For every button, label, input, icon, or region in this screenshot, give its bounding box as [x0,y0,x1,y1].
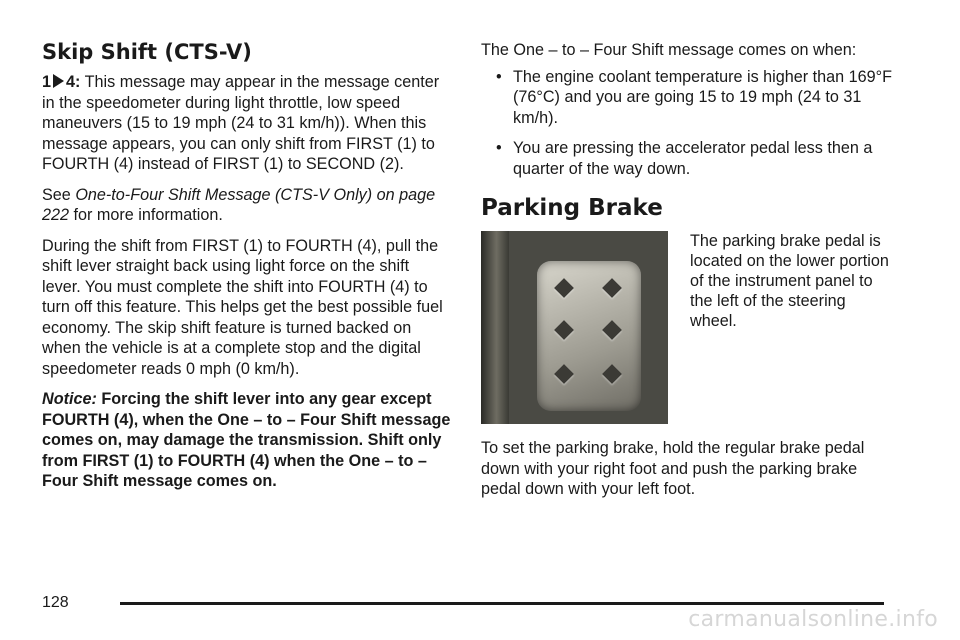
see-prefix: See [42,185,71,204]
condition-list [481,67,901,180]
notice-block [42,389,452,492]
pedal-stud [602,278,622,298]
pedal-stud [554,320,574,340]
list-item [481,138,901,179]
section-heading-skip-shift: Skip Shift (CTS-V) [42,40,252,64]
bullet-icon: • [496,139,502,157]
bullet-icon: • [496,67,502,86]
footer-rule [120,602,884,605]
left-column [42,40,452,502]
cross-reference-link: One-to-Four Shift Message (CTS-V Only) on page 222 [42,185,436,224]
one-to-four-intro: The One – to – Four Shift message comes on when: [481,41,857,59]
list-item-text: You are pressing the accelerator pedal less then a quarter of the way down. [513,139,873,178]
parking-brake-instructions: To set the parking brake, hold the regular brake pedal down with your right foot and push the parking brake pedal down with your left foot. [481,439,865,498]
section-heading-parking-brake: Parking Brake [481,195,663,221]
skip-shift-intro-text: This message may appear in the message center in the speedometer during light throttle, low speed maneuvers (15 to 19 mph (24 to 31 km/h)). When this message appears, you can only shift from FIRST (1) to FOURTH (4) instead of FIRST (1) to SECOND (2). [42,73,440,173]
see-suffix: for more information. [73,206,223,224]
pedal-stud [554,364,574,384]
pedal-stud [602,320,622,340]
panel-edge [481,231,509,424]
page-number: 128 [42,594,69,611]
skip-shift-intro [42,72,452,175]
parking-brake-caption: The parking brake pedal is located on the lower portion of the instrument panel to the left of the steering wheel. [690,232,889,330]
notice-label: Notice: [42,390,97,408]
right-column [481,40,901,510]
skip-shift-paragraph: During the shift from FIRST (1) to FOURTH (4), pull the shift lever straight back using light force on the shift lever. You must complete the shift into FOURTH (4) to turn off this feature. This helps get the best possible fuel economy. The skip shift feature is turned backed on when the vehicle is at a complete stop and the digital speedometer reads 0 mph (0 km/h). [42,236,443,378]
parking-brake-figure [481,231,901,424]
pedal-stud [554,278,574,298]
pedal-pad [537,261,641,411]
list-item-text: The engine coolant temperature is higher than 169°F (76°C) and you are going 15 to 19 mph (24 to 31 km/h). [513,67,893,127]
watermark: carmanualsonline.info [688,607,938,632]
right-arrow-icon [53,74,64,88]
parking-brake-pedal-image [481,231,668,424]
see-reference [42,185,452,226]
gear-fourth-label: 4: [66,73,81,91]
notice-text: Forcing the shift lever into any gear except FOURTH (4), when the One – to – Four Shift message comes on, may damage the transmission. Shift only from FIRST (1) to FOURTH (4) when the One – to – Four Shift message comes on. [42,390,451,490]
photo-caption-block [690,231,890,424]
list-item [481,67,901,129]
pedal-stud [602,364,622,384]
gear-first-label: 1 [42,73,52,91]
